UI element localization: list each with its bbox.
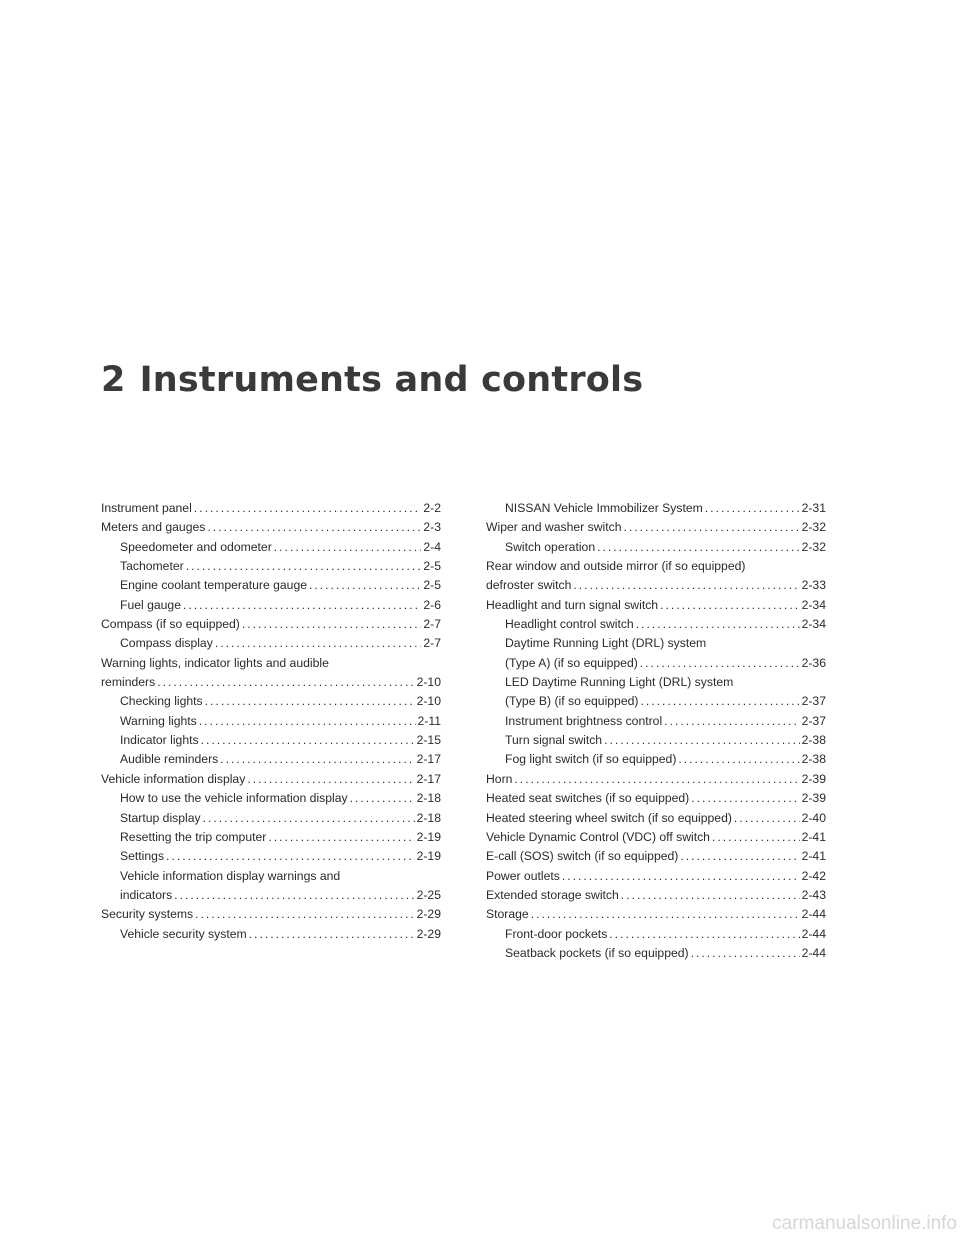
dot-leader — [623, 518, 799, 537]
toc-entry-page: 2-17 — [416, 752, 441, 767]
toc-entry-title: Meters and gauges — [101, 520, 206, 535]
toc-entry-page: 2-19 — [416, 849, 441, 864]
toc-entry-page: 2-44 — [801, 907, 826, 922]
toc-entry-page: 2-17 — [416, 771, 441, 786]
toc-entry[interactable] — [486, 944, 826, 963]
toc-entry-page: 2-34 — [801, 617, 826, 632]
toc-entry[interactable] — [101, 538, 441, 557]
toc-entry-page: 2-36 — [801, 655, 826, 670]
toc-entry[interactable] — [486, 809, 826, 828]
dot-leader — [247, 770, 414, 789]
toc-entry-title: (Type A) (if so equipped) — [505, 655, 638, 670]
dot-leader — [207, 518, 421, 537]
toc-entry[interactable] — [486, 905, 826, 924]
toc-entry-page: 2-5 — [423, 578, 441, 593]
toc-entry-title: Headlight and turn signal switch — [486, 597, 659, 612]
watermark: carmanualsonline.info — [772, 1213, 957, 1234]
toc-entry-page: 2-43 — [801, 887, 826, 902]
toc-entry[interactable] — [486, 518, 826, 537]
toc-entry[interactable] — [486, 828, 826, 847]
chapter-title-text: Instruments and controls — [139, 360, 644, 400]
toc-entry-title-line: Daytime Running Light (DRL) system — [505, 636, 707, 651]
dot-leader — [597, 538, 799, 557]
dot-leader — [157, 673, 414, 692]
toc-entry-title: Vehicle information display — [101, 771, 246, 786]
dot-leader — [183, 596, 421, 615]
toc-entry-title: Compass (if so equipped) — [101, 617, 240, 632]
toc-entry-title: Turn signal switch — [505, 733, 603, 748]
toc-entry-page: 2-7 — [423, 617, 441, 632]
toc-entry-page: 2-2 — [423, 501, 441, 515]
toc-entry-title: indicators — [120, 887, 173, 902]
toc-entry-page: 2-37 — [801, 713, 826, 728]
dot-leader — [309, 576, 421, 595]
toc-entry[interactable] — [101, 925, 441, 944]
toc-entry-title: NISSAN Vehicle Immobilizer System — [505, 501, 703, 515]
toc-entry-page: 2-7 — [423, 636, 441, 651]
toc-entry[interactable] — [486, 925, 826, 944]
dot-leader — [195, 905, 414, 924]
toc-entry[interactable] — [486, 731, 826, 750]
toc-entry-title: Compass display — [120, 636, 213, 651]
toc-entry-title-line: Rear window and outside mirror (if so equipped) — [486, 559, 746, 574]
toc-entry-page: 2-25 — [416, 887, 441, 902]
dot-leader — [350, 789, 415, 808]
toc-entry-page: 2-3 — [423, 520, 441, 535]
toc-entry[interactable] — [486, 673, 826, 712]
toc-entry[interactable] — [101, 867, 441, 906]
toc-entry[interactable] — [486, 634, 826, 673]
toc-entry[interactable] — [486, 615, 826, 634]
dot-leader — [640, 692, 799, 711]
toc-entry-page: 2-19 — [416, 829, 441, 844]
dot-leader — [705, 499, 800, 518]
toc-entry-title: Indicator lights — [120, 733, 199, 748]
dot-leader — [680, 847, 799, 866]
toc-entry[interactable] — [101, 615, 441, 634]
toc-entry-title: Vehicle security system — [120, 926, 247, 941]
toc-entry-title-line: Warning lights, indicator lights and audible — [101, 655, 329, 670]
toc-entry[interactable] — [101, 596, 441, 615]
toc-entry-title: Speedometer and odometer — [120, 539, 272, 554]
toc-entry-title: Vehicle Dynamic Control (VDC) off switch — [486, 829, 710, 844]
toc-entry[interactable] — [101, 770, 441, 789]
toc-entry-title: Resetting the trip computer — [120, 829, 267, 844]
toc-entry-title: Fog light switch (if so equipped) — [505, 752, 677, 767]
toc-entry[interactable] — [486, 867, 826, 886]
toc-entry[interactable] — [486, 499, 826, 518]
dot-leader — [734, 809, 800, 828]
toc-entry-title-line: Vehicle information display warnings and — [120, 868, 341, 883]
toc-entry[interactable] — [101, 828, 441, 847]
toc-entry[interactable] — [486, 886, 826, 905]
dot-leader — [691, 789, 799, 808]
dot-leader — [215, 634, 422, 653]
toc-entry-title: Heated steering wheel switch (if so equipped) — [486, 810, 732, 825]
toc-entry[interactable] — [101, 499, 441, 518]
toc-entry[interactable] — [486, 789, 826, 808]
toc-entry-page: 2-41 — [801, 849, 826, 864]
toc-entry-page: 2-33 — [801, 578, 826, 593]
toc-entry[interactable] — [101, 634, 441, 653]
dot-leader — [664, 712, 799, 731]
dot-leader — [205, 692, 415, 711]
toc-entry-title: Instrument panel — [101, 501, 192, 515]
toc-entry[interactable] — [101, 712, 441, 731]
toc-entry[interactable] — [101, 557, 441, 576]
toc-entry-page: 2-11 — [417, 713, 441, 728]
toc-entry-page: 2-29 — [416, 907, 441, 922]
toc-entry-title: Switch operation — [505, 539, 596, 554]
toc-entry-page: 2-34 — [801, 597, 826, 612]
toc-entry-title: Power outlets — [486, 868, 560, 883]
toc-entry[interactable] — [101, 847, 441, 866]
toc-entry[interactable] — [486, 557, 826, 596]
toc-entry-title: Security systems — [101, 907, 194, 922]
toc-entry-title: reminders — [101, 675, 156, 690]
toc-entry-title: Audible reminders — [120, 752, 219, 767]
toc-entry[interactable] — [101, 731, 441, 750]
chapter-number: 2 — [101, 360, 126, 400]
toc-entry-title: Checking lights — [120, 694, 203, 709]
toc-entry-page: 2-37 — [801, 694, 826, 709]
toc-entry-title: Tachometer — [120, 559, 184, 574]
dot-leader — [242, 615, 422, 634]
toc-entry[interactable] — [486, 847, 826, 866]
toc-entry-title: Horn — [486, 771, 513, 786]
toc-entry-page: 2-41 — [801, 829, 826, 844]
toc-entry-title: Headlight control switch — [505, 617, 634, 632]
toc-entry-page: 2-15 — [416, 733, 441, 748]
toc-entry[interactable] — [101, 692, 441, 711]
dot-leader — [573, 576, 799, 595]
dot-leader — [691, 944, 800, 963]
dot-leader — [604, 731, 800, 750]
toc-entry-title-line: LED Daytime Running Light (DRL) system — [505, 675, 734, 690]
toc-entry[interactable] — [101, 905, 441, 924]
toc-entry-title: Warning lights — [120, 713, 197, 728]
toc-entry-page: 2-10 — [416, 694, 441, 709]
dot-leader — [249, 925, 415, 944]
toc-entry-title: Startup display — [120, 810, 201, 825]
toc-entry-page: 2-10 — [416, 675, 441, 690]
toc-entry-page: 2-44 — [801, 926, 826, 941]
toc-entry-page: 2-38 — [801, 733, 826, 748]
toc-entry-page: 2-4 — [423, 539, 441, 554]
toc-entry-page: 2-32 — [801, 520, 826, 535]
dot-leader — [562, 867, 800, 886]
dot-leader — [660, 596, 800, 615]
toc-entry-page: 2-32 — [801, 539, 826, 554]
dot-leader — [174, 886, 414, 905]
toc-entry[interactable] — [101, 518, 441, 537]
dot-leader — [203, 809, 415, 828]
toc-entry[interactable] — [486, 750, 826, 769]
toc-entry[interactable] — [101, 654, 441, 693]
toc-entry-title: How to use the vehicle information display — [120, 791, 348, 806]
dot-leader — [186, 557, 422, 576]
toc-entry-page: 2-6 — [423, 597, 441, 612]
toc-entry-title: Wiper and washer switch — [486, 520, 622, 535]
toc-entry-page: 2-29 — [416, 926, 441, 941]
toc-entry-title: Settings — [120, 849, 165, 864]
dot-leader — [621, 886, 800, 905]
toc-entry-title: Storage — [486, 907, 529, 922]
dot-leader — [609, 925, 799, 944]
toc-entry-page: 2-5 — [423, 559, 441, 574]
dot-leader — [640, 654, 800, 673]
dot-leader — [268, 828, 414, 847]
toc-entry[interactable] — [101, 750, 441, 769]
dot-leader — [220, 750, 414, 769]
dot-leader — [514, 770, 799, 789]
toc-entry-title: (Type B) (if so equipped) — [505, 694, 639, 709]
toc-entry-page: 2-38 — [801, 752, 826, 767]
toc-entry-title: Front-door pockets — [505, 926, 608, 941]
toc-right-column — [486, 499, 826, 963]
toc-entry[interactable] — [486, 770, 826, 789]
toc-entry-title: Extended storage switch — [486, 887, 619, 902]
toc-entry-page: 2-18 — [416, 791, 441, 806]
dot-leader — [194, 499, 422, 518]
toc-entry-page: 2-44 — [801, 945, 826, 960]
toc-left-column — [101, 499, 441, 944]
dot-leader — [678, 750, 799, 769]
chapter-title — [101, 360, 643, 400]
toc-entry-title: Seatback pockets (if so equipped) — [505, 945, 689, 960]
dot-leader — [636, 615, 800, 634]
toc-entry[interactable] — [101, 576, 441, 595]
dot-leader — [166, 847, 415, 866]
toc-entry-title: E-call (SOS) switch (if so equipped) — [486, 849, 679, 864]
toc-entry-title: Instrument brightness control — [505, 713, 663, 728]
toc-entry-page: 2-31 — [801, 501, 826, 515]
toc-entry-page: 2-39 — [801, 771, 826, 786]
toc-entry-page: 2-42 — [801, 868, 826, 883]
toc-entry-page: 2-40 — [801, 810, 826, 825]
dot-leader — [201, 731, 415, 750]
toc-entry-title: Heated seat switches (if so equipped) — [486, 791, 690, 806]
dot-leader — [531, 905, 800, 924]
toc-entry[interactable] — [486, 712, 826, 731]
toc-entry[interactable] — [101, 809, 441, 828]
dot-leader — [199, 712, 416, 731]
toc-entry[interactable] — [486, 596, 826, 615]
toc-entry-page: 2-18 — [416, 810, 441, 825]
toc-entry[interactable] — [101, 789, 441, 808]
toc-entry-title: Engine coolant temperature gauge — [120, 578, 308, 593]
dot-leader — [712, 828, 800, 847]
toc-entry[interactable] — [486, 538, 826, 557]
toc-entry-title: Fuel gauge — [120, 597, 181, 612]
toc-entry-title: defroster switch — [486, 578, 572, 593]
dot-leader — [274, 538, 422, 557]
toc-entry-page: 2-39 — [801, 791, 826, 806]
